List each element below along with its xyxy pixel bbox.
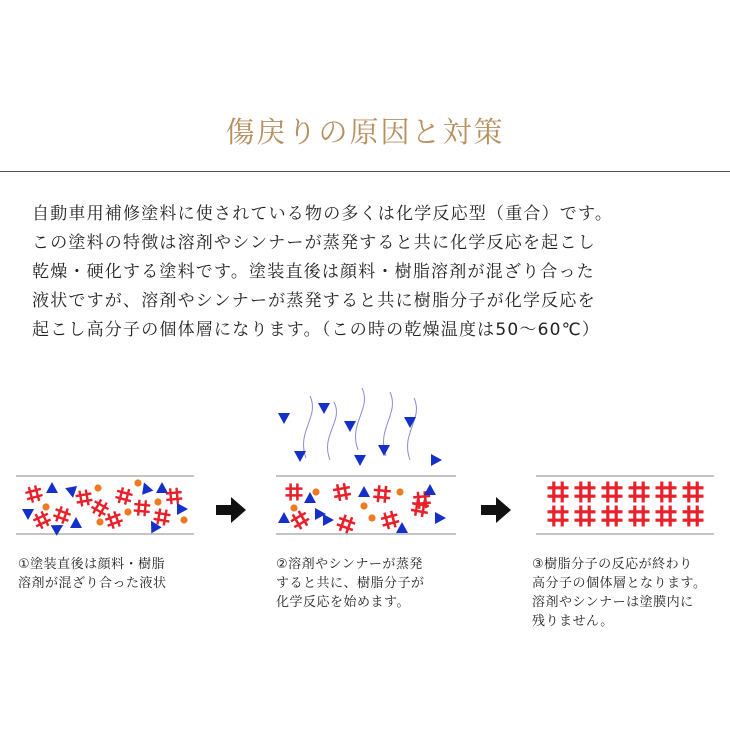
hash-molecule-icon (683, 482, 704, 503)
hash-molecule-icon (335, 513, 357, 535)
triangle-icon (22, 509, 34, 520)
hash-molecule-icon (104, 510, 125, 531)
caption-line: 化学反応を始めます。 (276, 595, 410, 610)
triangle-icon (344, 421, 356, 432)
hash-molecule-icon (548, 482, 569, 503)
hash-molecule-icon (75, 489, 94, 508)
dot-icon (134, 479, 141, 486)
dot-icon (96, 518, 103, 525)
stage-1-caption (18, 555, 167, 593)
triangle-icon (431, 454, 442, 466)
triangle-icon (396, 522, 408, 533)
stage-2-caption (276, 555, 425, 612)
dot-icon (312, 488, 319, 495)
hash-molecule-icon (288, 508, 311, 531)
hash-molecule-icon (52, 505, 73, 526)
hash-molecule-icon (380, 510, 401, 531)
hash-molecule-icon (602, 482, 623, 503)
hash-molecule-icon (24, 484, 44, 504)
description-line: 乾燥・硬化する塗料です。塗装直後は顔料・樹脂溶剤が混ざり合った (32, 262, 595, 282)
description-line: この塗料の特徴は溶剤やシンナーが蒸発すると共に化学反応を起こし (32, 233, 596, 253)
triangle-icon (278, 512, 290, 523)
stage-1-diagram (14, 468, 200, 540)
hash-molecule-icon (286, 484, 303, 501)
page-title: 傷戻りの原因と対策 (225, 115, 505, 149)
caption-line: ③樹脂分子の反応が終わり (532, 557, 693, 572)
hash-molecule-icon (31, 509, 52, 530)
hash-molecule-icon (629, 482, 650, 503)
dot-icon (124, 508, 131, 515)
hash-molecule-icon (575, 506, 596, 527)
hash-molecule-icon (165, 487, 182, 504)
caption-line: 溶剤が混ざり合った液状 (18, 576, 167, 591)
stage-3-caption (532, 555, 706, 631)
right-arrow-icon (216, 497, 246, 523)
dot-icon (290, 504, 297, 511)
description (32, 200, 712, 345)
hash-molecule-icon (548, 506, 569, 527)
triangle-icon (318, 403, 330, 414)
dot-icon (360, 502, 367, 509)
stage-2-diagram (272, 388, 462, 540)
triangle-icon (354, 455, 366, 466)
hash-molecule-icon (683, 506, 704, 527)
caption-line: 高分子の個体層となります。 (532, 576, 707, 591)
caption-line: ①塗装直後は顔料・樹脂 (18, 557, 166, 572)
triangle-icon (278, 413, 290, 424)
description-line: 液状ですが、溶剤やシンナーが蒸発すると共に樹脂分子が化学反応を (32, 291, 596, 311)
triangle-icon (177, 503, 188, 515)
triangle-icon (424, 484, 436, 495)
dot-icon (180, 516, 187, 523)
hash-molecule-icon (656, 482, 677, 503)
hash-molecule-icon (114, 486, 134, 506)
dot-icon (154, 498, 161, 505)
triangle-icon (435, 512, 446, 524)
triangle-icon (294, 451, 306, 462)
description-line: 起こし高分子の個体層になります。（この時の乾燥温度は50～60℃） (32, 320, 601, 340)
vapor-line (408, 398, 417, 460)
caption-line: 溶剤やシンナーは塗膜内に (532, 595, 694, 610)
triangle-icon (378, 445, 390, 456)
hash-molecule-icon (133, 499, 150, 516)
dot-icon (396, 488, 403, 495)
vapor-line (356, 388, 365, 450)
hash-molecule-icon (575, 482, 596, 503)
description-line: 自動車用補修塗料に使されている物の多くは化学反応型（重合）です。 (32, 204, 614, 224)
title-divider (0, 171, 730, 172)
triangle-icon (156, 482, 168, 493)
hash-molecule-icon (373, 485, 391, 503)
dot-icon (42, 503, 49, 510)
hash-molecule-icon (656, 506, 677, 527)
vapor-line (328, 402, 337, 460)
right-arrow-icon (481, 497, 511, 523)
triangle-icon (358, 486, 370, 497)
triangle-icon (46, 482, 58, 493)
caption-line: すると共に、樹脂分子が (276, 576, 425, 591)
triangle-icon (404, 417, 416, 428)
hash-molecule-icon (153, 508, 172, 527)
caption-line: ②溶剤やシンナーが蒸発 (276, 557, 423, 572)
dot-icon (368, 514, 375, 521)
stage-3-diagram (534, 468, 720, 540)
hash-molecule-icon (629, 506, 650, 527)
caption-line: 残りません。 (532, 614, 614, 629)
triangle-icon (323, 514, 334, 526)
vapor-line (304, 396, 313, 458)
hash-molecule-icon (602, 506, 623, 527)
hash-molecule-icon (332, 482, 352, 502)
dot-icon (94, 484, 101, 491)
triangle-icon (70, 517, 82, 528)
